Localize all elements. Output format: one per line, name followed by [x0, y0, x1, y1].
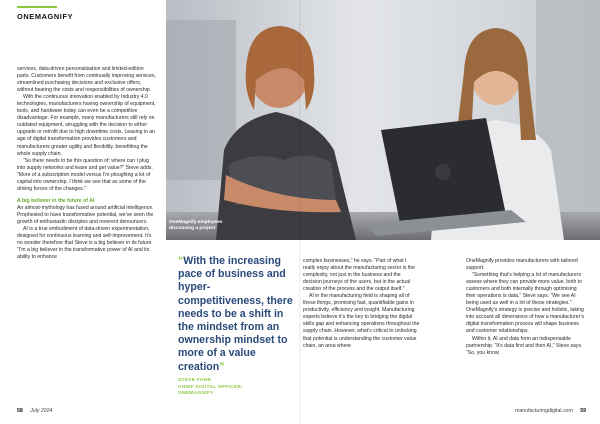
- page-spine: [299, 0, 301, 424]
- page-number-left: 58: [17, 408, 23, 414]
- right-footer: [515, 408, 586, 414]
- site-url: manufacturingdigital.com: [515, 408, 573, 414]
- left-paragraph: With the continuous innovation enabled by Industry 4.0 technologies, manufacturers having ownership of equipment, tools, and hardware today can even be a competitive disadvantage. For example, many manufacturers still rely on outdated equipment, struggling with the decision to either upgrade or retrofit due to high downtime costs. Leasing in an age of digital transformation provides customers and manufacturers greater agility and flexibility, benefitting the whole supply chain.: [17, 94, 156, 157]
- quote-author-role: CHIEF DIGITAL OFFICER,: [178, 385, 243, 390]
- right-column: [466, 258, 586, 357]
- right-paragraph: “Something that’s helping a lot of manufacturers assess where they can provide more value, both to customers and both internally through optimising their operations is data,” Steve says. “We see AI being used as well in a lot of these strategies.” OneMagnify’s strategy is precise and holistic, taking into account all dimensions of how a manufacturer’s digital transformation process will shape business and customer relationships.: [466, 272, 585, 335]
- hero-photo: [166, 0, 600, 240]
- left-paragraph: AI is a true embodiment of data-driven experimentation, designed for continuous learning and self-improvement. It’s no wonder therefore that Steve is a big believer in its future. “I’m a big believer in the transformative power of AI and its ability to enhance: [17, 226, 153, 261]
- middle-column: [303, 258, 420, 350]
- left-paragraph: An almost-mythology has fused around artificial intelligence. Prophesied to have transformative potential, we’ve seen the growth of enthusiastic disciples and reverent denouncers.: [17, 204, 154, 225]
- middle-paragraph: complex businesses,” he says. “Part of what I really enjoy about the manufacturing sector is the complexity, not just in the business and the decision journeys of the users, but in the actual creation of the process and the output itself.”: [303, 258, 416, 293]
- brand-name: ONEMAGNIFY: [17, 12, 74, 21]
- section-subhead: A big believer in the future of AI: [17, 197, 95, 204]
- pull-quote-text: With the increasing pace of business and hyper-competitiveness, there needs to be a shift in the mindset from an ownership mindset to more of a value creation: [178, 255, 293, 373]
- pull-quote: [178, 255, 296, 374]
- left-paragraph: “So there needs to be this question of: where can I plug into supply networks and lease and get value?” Steve adds. “More of a subscription model versus I’m ploughing a lot of capital into ownership. I think we see that as some of the driving forces of the changes.”: [17, 157, 153, 192]
- page-number-right: 59: [580, 408, 586, 414]
- quote-close-mark: ”: [219, 360, 225, 373]
- right-paragraph: Within it, AI and data form an indispensable partnership. “It’s data first and then AI,” Steve says. “So, you know,: [466, 335, 583, 356]
- quote-author-company: ONEMAGNIFY: [178, 391, 214, 396]
- right-paragraph: OneMagnify provides manufacturers with tailored support.: [466, 258, 578, 272]
- brand-accent-bar: [17, 6, 57, 8]
- photo-caption: OneMagnify employees discussing a project: [169, 220, 223, 231]
- quote-author-name: STEVE FARR: [178, 378, 212, 383]
- middle-paragraph: AI in the manufacturing field is shaping all of these things, promising fast, quantifiable gains in productivity, efficiency and insight. Manufacturing experts believe it’s the key to bridging the digital skills gap and enhancing operations throughout the supply chain. However, what’s critical to unlocking that potential is understanding the customer value chain, an area where: [303, 293, 420, 349]
- photo-illustration: [166, 0, 600, 240]
- quote-open-mark: “: [178, 255, 184, 267]
- left-column: [17, 66, 157, 261]
- left-paragraph: services, data-driven personalisation and limited-edition parts. Customers benefit from continually improving services, streamlined purchasing decisions and exclusive offers, without bearing the costs and responsibilities of ownership.: [17, 66, 156, 94]
- issue-date: July 2024: [30, 408, 53, 414]
- left-footer: [17, 408, 52, 414]
